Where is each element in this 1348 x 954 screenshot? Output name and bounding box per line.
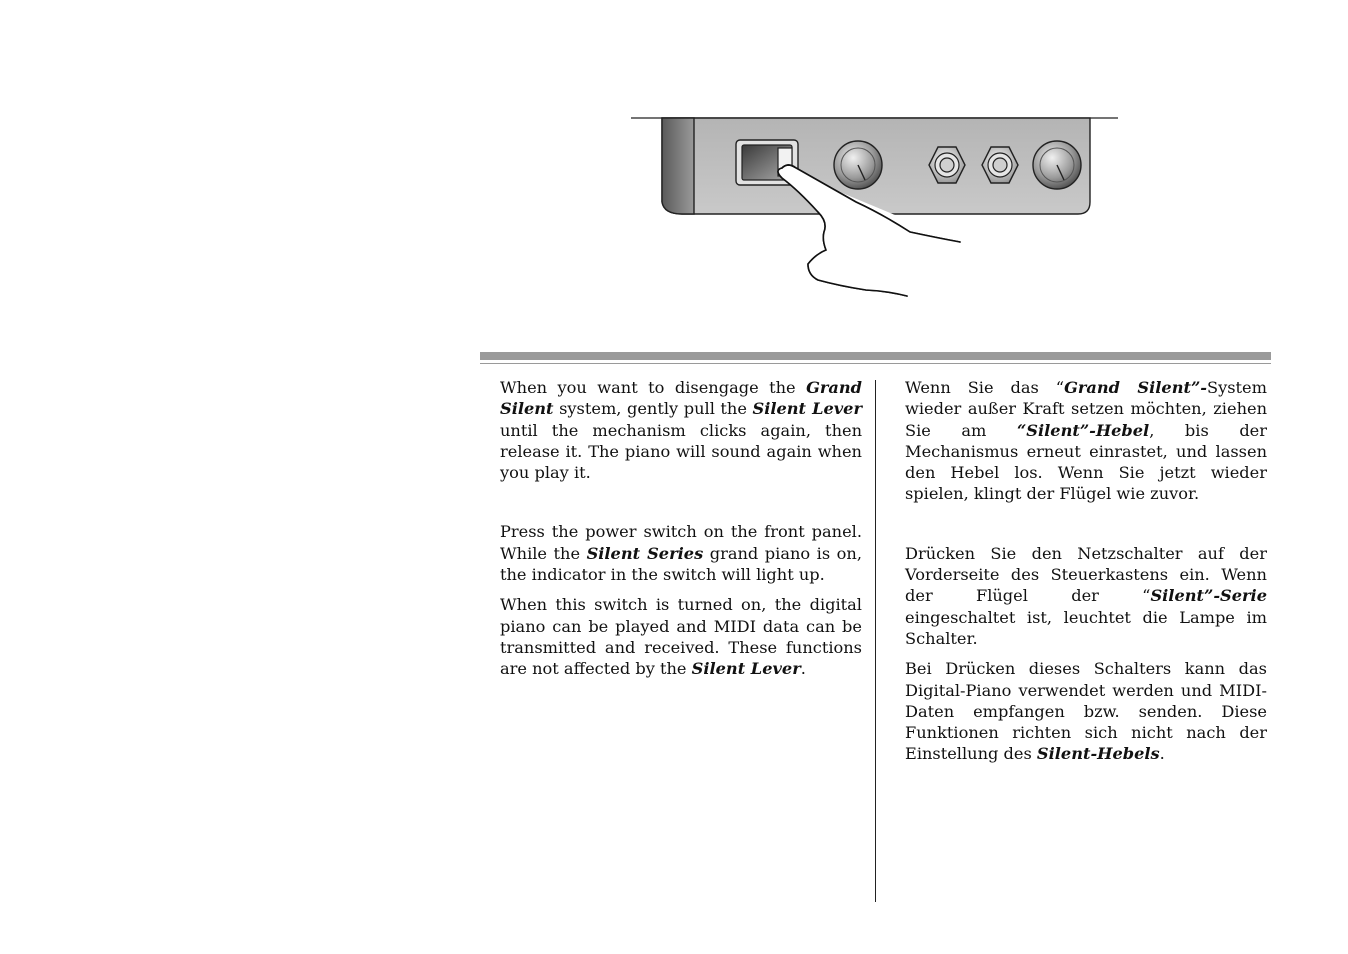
english-paragraph-power-switch: Press the power switch on the front panel. While the Silent Series grand piano is on, the indicator in the switch will light up. [500, 522, 862, 585]
english-column [500, 377, 862, 680]
section-rule-thin [480, 363, 1271, 364]
control-panel-illustration [620, 110, 1130, 305]
english-paragraph-disengage: When you want to disengage the Grand Silent system, gently pull the Silent Lever until the mechanism clicks again, then release it. The piano will sound again when you play it. [500, 378, 862, 483]
control-knob-icon[interactable] [1033, 141, 1081, 189]
english-paragraph-digital-piano: When this switch is turned on, the digital piano can be played and MIDI data can be transmitted and received. These functions are not affected by the Silent Lever. [500, 595, 862, 679]
section-rule [480, 352, 1271, 360]
german-paragraph-power-switch: Drücken Sie den Netzschalter auf der Vorderseite des Steuerkastens ein. Wenn der Flügel der “Silent”-Serie eingeschaltet ist, leuchtet die Lampe im Schalter. [905, 543, 1267, 648]
german-column [905, 377, 1267, 765]
column-divider [875, 380, 876, 902]
german-paragraph-disengage: Wenn Sie das “Grand Silent”-System wieder außer Kraft setzen möchten, ziehen Sie am “Silent”-Hebel, bis der Mechanismus erneut einrastet, und lassen den Hebel los. Wenn Sie jetzt wieder spielen, klingt der Flügel wie zuvor. [905, 378, 1268, 504]
german-paragraph-digital-piano: Bei Drücken dieses Schalters kann das Digital-Piano verwendet werden und MIDI-Daten empfangen bzw. senden. Diese Funktionen richten sich nicht nach der Einstellung des Silent-Hebels. [905, 659, 1267, 764]
volume-knob-icon[interactable] [834, 141, 882, 189]
